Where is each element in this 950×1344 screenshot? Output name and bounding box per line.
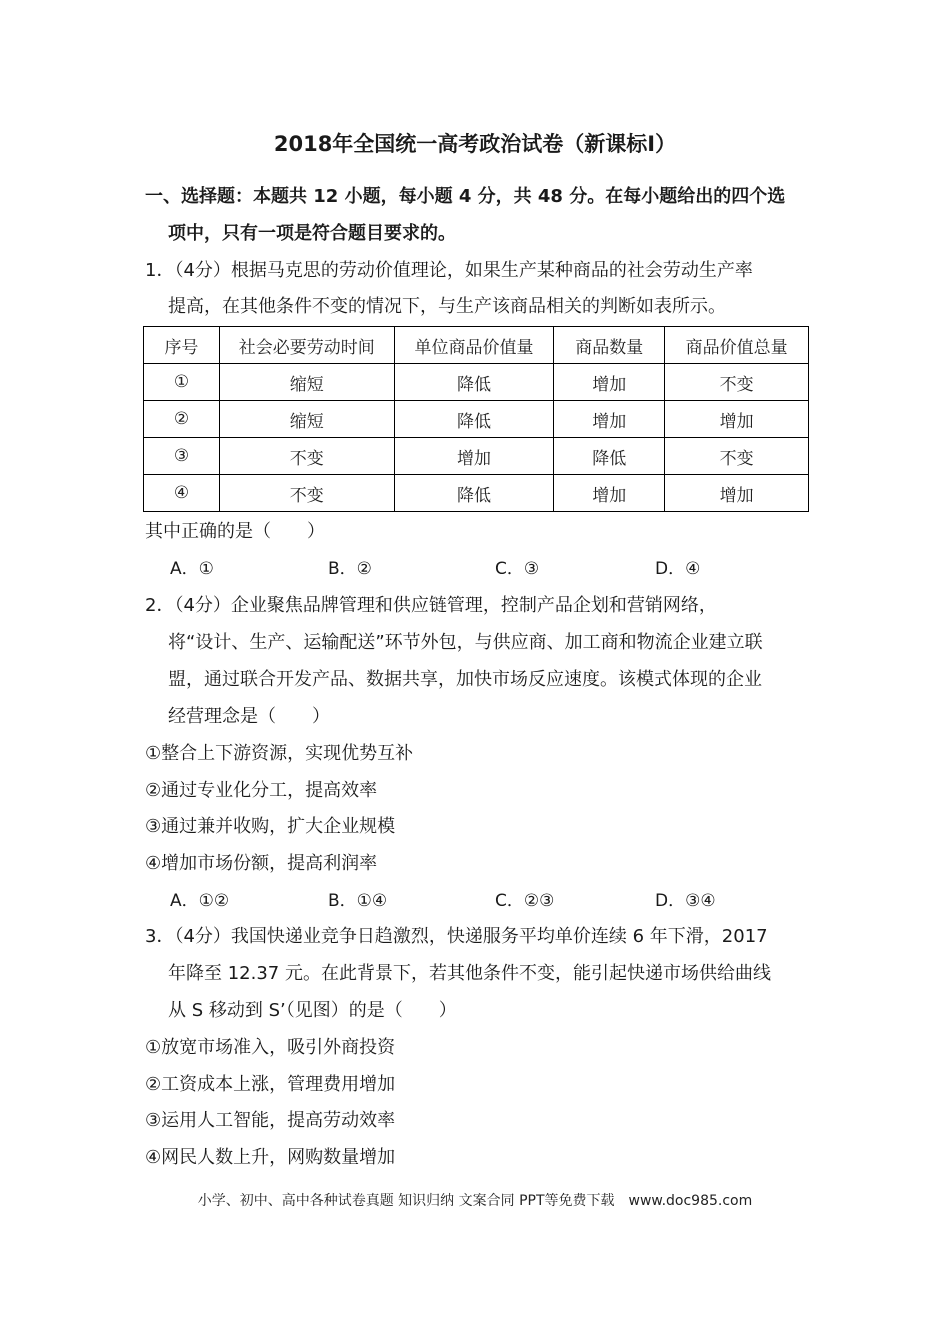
table-cell: 不变 — [665, 364, 809, 401]
q3-statement: ①放宽市场准入，吸引外商投资 — [145, 1037, 396, 1058]
table-header-cell: 社会必要劳动时间 — [219, 327, 394, 364]
table-cell: 不变 — [219, 475, 394, 512]
table-cell: 增加 — [665, 401, 809, 438]
q2-statement: ①整合上下游资源，实现优势互补 — [145, 743, 414, 764]
q2-stem-line4: 经营理念是（ ） — [168, 706, 330, 727]
table-header-cell: 商品价值总量 — [665, 327, 809, 364]
q3-statement: ③运用人工智能，提高劳动效率 — [145, 1110, 396, 1131]
table-cell: 增加 — [665, 475, 809, 512]
table-row — [144, 401, 809, 438]
table-cell: 缩短 — [219, 364, 394, 401]
q2-statement: ②通过专业化分工，提高效率 — [145, 780, 378, 801]
table-cell: 降低 — [394, 401, 554, 438]
table-cell: 降低 — [394, 475, 554, 512]
q2-stem-line1: 2．（4分）企业聚焦品牌管理和供应链管理，控制产品企划和营销网络， — [145, 595, 717, 616]
table-cell: 增加 — [554, 364, 665, 401]
q3-stem-line1: 3．（4分）我国快递业竞争日趋激烈，快递服务平均单价连续 6 年下滑，2017 — [145, 926, 768, 947]
q1-table — [143, 326, 809, 512]
table-cell: ④ — [144, 475, 220, 512]
table-cell: ① — [144, 364, 220, 401]
q2-option-b[interactable]: B．①④ — [328, 891, 388, 911]
q1-option-c[interactable]: C．③ — [495, 559, 540, 579]
q1-prompt: 其中正确的是（ ） — [145, 521, 325, 542]
q2-option-d[interactable]: D．③④ — [655, 891, 716, 911]
table-cell: 增加 — [554, 401, 665, 438]
table-header-row — [144, 327, 809, 364]
q2-option-c[interactable]: C．②③ — [495, 891, 555, 911]
table-cell: ② — [144, 401, 220, 438]
table-cell: 缩短 — [219, 401, 394, 438]
q3-statement: ②工资成本上涨，管理费用增加 — [145, 1074, 396, 1095]
table-header-cell: 商品数量 — [554, 327, 665, 364]
q3-statement: ④网民人数上升，网购数量增加 — [145, 1147, 396, 1168]
page-footer: 小学、初中、高中各种试卷真题 知识归纳 文案合同 PPT等免费下载 www.doc985.com — [197, 1193, 753, 1209]
table-cell: 增加 — [554, 475, 665, 512]
q2-stem-line3: 盟，通过联合开发产品、数据共享，加快市场反应速度。该模式体现的企业 — [168, 669, 762, 690]
table-cell: 降低 — [394, 364, 554, 401]
q1-stem-line2: 提高，在其他条件不变的情况下，与生产该商品相关的判断如表所示。 — [168, 296, 726, 317]
q2-stem-line2: 将“设计、生产、运输配送”环节外包，与供应商、加工商和物流企业建立联 — [168, 632, 763, 653]
table-header-cell: 单位商品价值量 — [394, 327, 554, 364]
table-cell: 增加 — [394, 438, 554, 475]
q2-statement: ③通过兼并收购，扩大企业规模 — [145, 816, 396, 837]
table-row — [144, 475, 809, 512]
q3-stem-line2: 年降至 12.37 元。在此背景下，若其他条件不变，能引起快递市场供给曲线 — [168, 963, 771, 984]
table-header-cell: 序号 — [144, 327, 220, 364]
table-cell: 不变 — [665, 438, 809, 475]
q3-stem-line3: 从 S 移动到 S’（见图）的是（ ） — [168, 1000, 457, 1021]
table-cell: ③ — [144, 438, 220, 475]
table-cell: 不变 — [219, 438, 394, 475]
q1-option-d[interactable]: D．④ — [655, 559, 701, 579]
q2-statement: ④增加市场份额，提高利润率 — [145, 853, 378, 874]
q1-option-a[interactable]: A．① — [170, 559, 214, 579]
page-title: 2018年全国统一高考政治试卷（新课标I） — [273, 132, 677, 156]
section-heading-line1: 一、选择题：本题共 12 小题，每小题 4 分，共 48 分。在每小题给出的四个选 — [145, 186, 786, 207]
q2-option-a[interactable]: A．①② — [170, 891, 230, 911]
q1-stem-line1: 1．（4分）根据马克思的劳动价值理论，如果生产某种商品的社会劳动生产率 — [145, 260, 753, 281]
table-row — [144, 364, 809, 401]
table-cell: 降低 — [554, 438, 665, 475]
q1-option-b[interactable]: B．② — [328, 559, 372, 579]
section-heading-line2: 项中，只有一项是符合题目要求的。 — [168, 223, 456, 244]
table-row — [144, 438, 809, 475]
